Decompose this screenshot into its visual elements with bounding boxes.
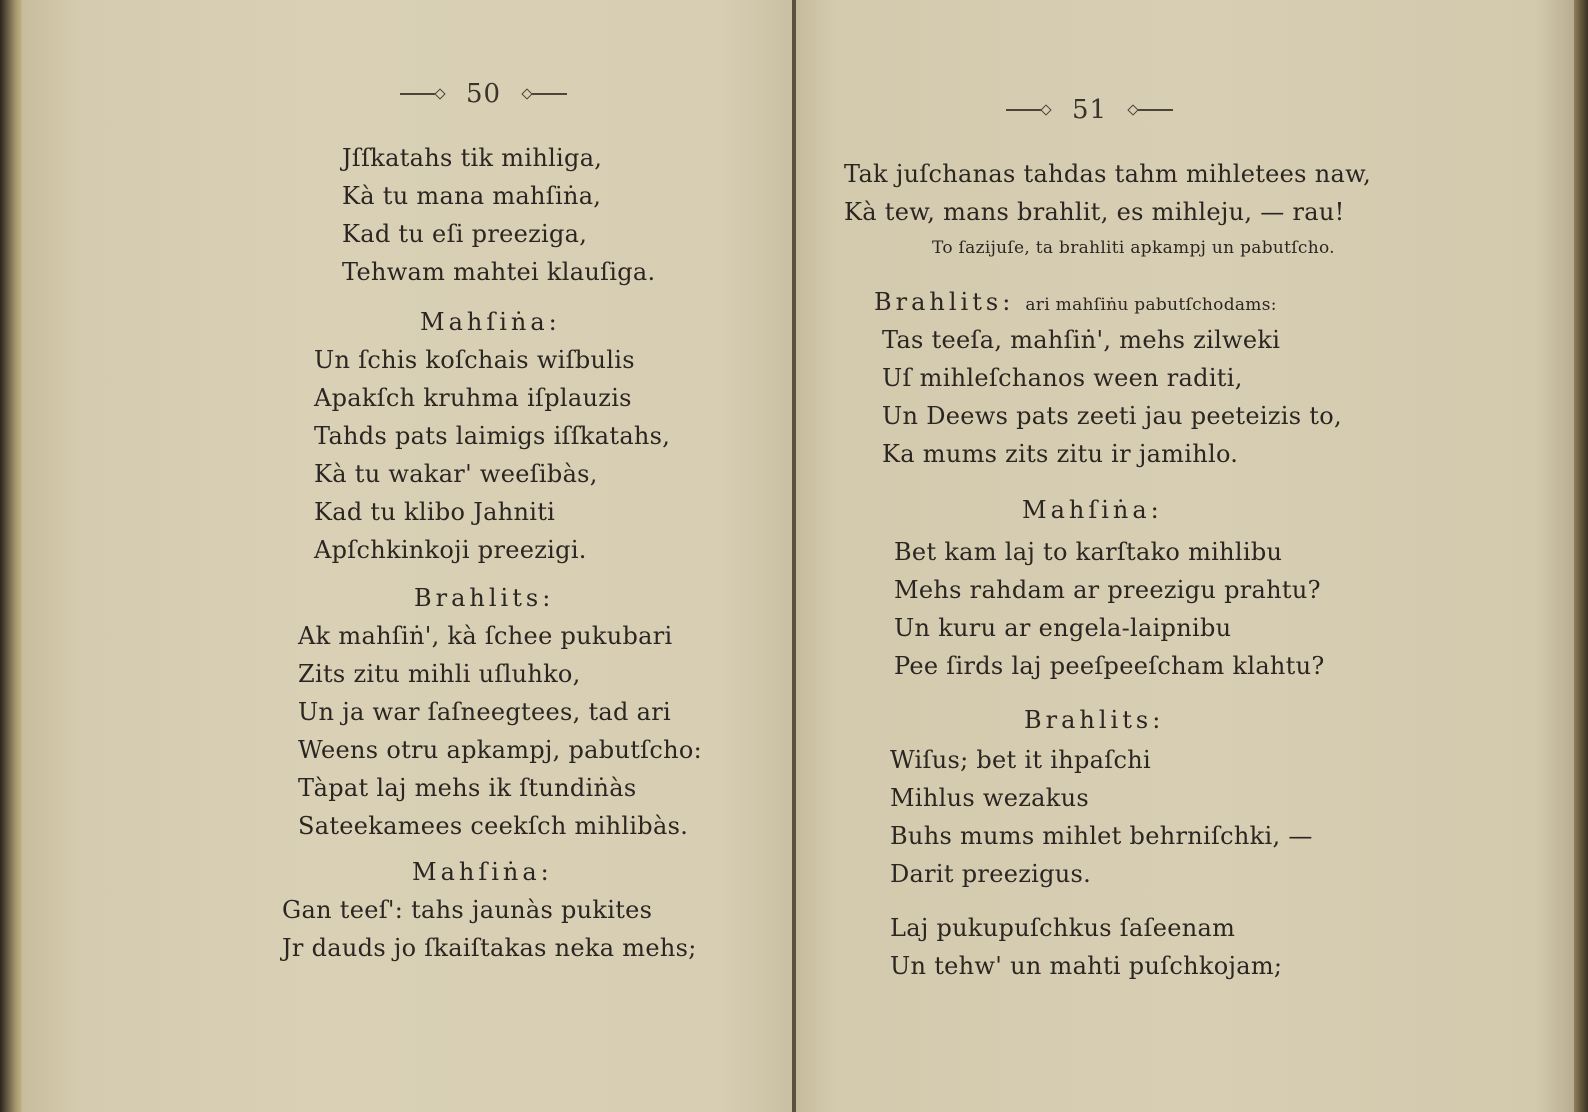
verse-line: Uſ mihleſchanos ween raditi, xyxy=(882,364,1243,392)
page-number: 51 xyxy=(1072,95,1108,125)
verse-line: Kà tew, mans brahlit, es mihleju, — rau! xyxy=(844,198,1345,226)
verse-line: Apſchkinkoji preezigi. xyxy=(314,536,587,564)
stage-direction: ari mahſiṅu pabutſchodams: xyxy=(1025,295,1277,315)
ornament-dash-icon xyxy=(527,93,567,95)
verse-line: Weens otru apkampj, pabutſcho: xyxy=(298,736,702,764)
left-page xyxy=(22,0,794,1112)
verse-line: Un kuru ar engela-laipnibu xyxy=(894,614,1232,642)
verse-line: Pee ſirds laj peeſpeeſcham klahtu? xyxy=(894,652,1325,680)
verse-line: Buhs mums mihlet behrniſchki, — xyxy=(890,822,1313,850)
verse-line: Kà tu mana mahſiṅa, xyxy=(342,182,602,210)
speaker-name: Mahſiṅa: xyxy=(412,858,553,886)
stage-direction: To ſazijuſe, ta brahliti apkampj un pabutſcho. xyxy=(932,238,1335,258)
verse-line: Jſſkatahs tik mihliga, xyxy=(342,144,603,172)
verse-line: Tahds pats laimigs iſſkatahs, xyxy=(314,422,671,450)
verse-line: Mihlus wezakus xyxy=(890,784,1090,812)
verse-line: Tàpat laj mehs ik ſtundiṅàs xyxy=(298,774,637,802)
verse-line: Bet kam laj to karſtako mihlibu xyxy=(894,538,1283,566)
verse-line: Darit preezigus. xyxy=(890,860,1092,888)
verse-line: Kà tu wakar' weeſibàs, xyxy=(314,460,598,488)
verse-line: Wiſus; bet it ihpaſchi xyxy=(890,746,1151,774)
ornament-dash-icon xyxy=(1006,109,1046,111)
verse-line: Zits zitu mihli uſluhko, xyxy=(298,660,581,688)
speaker-name: Brahlits: xyxy=(414,584,555,612)
book-edge-right xyxy=(1574,0,1588,1112)
verse-line: Tas teeſa, mahſiṅ', mehs zilweki xyxy=(882,326,1281,354)
speaker-name: Brahlits: xyxy=(1024,706,1165,734)
verse-line: Kad tu eſi preezigа, xyxy=(342,220,588,248)
verse-line: Un tehw' un mahti puſchkojam; xyxy=(890,952,1283,980)
verse-line: Sateekamees ceekſch mihlibàs. xyxy=(298,812,689,840)
verse-line: Apakſch kruhma iſplauzis xyxy=(314,384,632,412)
right-page xyxy=(796,0,1574,1112)
verse-line: Tehwam mahtei klauſiga. xyxy=(342,258,656,286)
verse-line: Kad tu klibo Jahniti xyxy=(314,498,556,526)
speaker-with-direction xyxy=(874,288,1277,316)
verse-line: Un Deews pats zeeti jau peeteizis to, xyxy=(882,402,1342,430)
page-number: 50 xyxy=(466,79,502,109)
verse-line: Un ſchis koſchais wiſbulis xyxy=(314,346,635,374)
verse-line: Ka mums zits zitu ir jamihlo. xyxy=(882,440,1239,468)
ornament-dash-icon xyxy=(1133,109,1173,111)
verse-line: Jr dauds jo ſkaiſtakas neka mehs; xyxy=(282,934,697,962)
verse-line: Un ja war ſaſneegtees, tad ari xyxy=(298,698,671,726)
speaker-name: Brahlits: xyxy=(874,288,1015,316)
page-header-right xyxy=(1006,94,1173,125)
page-header-left xyxy=(400,78,567,109)
verse-line: Laj pukupuſchkus ſaſeenam xyxy=(890,914,1236,942)
ornament-dash-icon xyxy=(400,93,440,95)
verse-line: Tak juſchanas tahdas tahm mihletees naw, xyxy=(844,160,1372,188)
book-edge-left xyxy=(0,0,22,1112)
speaker-name: Mahſiṅa: xyxy=(1022,496,1163,524)
verse-line: Ak mahſiṅ', kà ſchee pukubari xyxy=(298,622,673,650)
speaker-name: Mahſiṅa: xyxy=(420,308,561,336)
verse-line: Mehs rahdam ar preezigu prahtu? xyxy=(894,576,1321,604)
verse-line: Gan teeſ': tahs jaunàs pukites xyxy=(282,896,653,924)
